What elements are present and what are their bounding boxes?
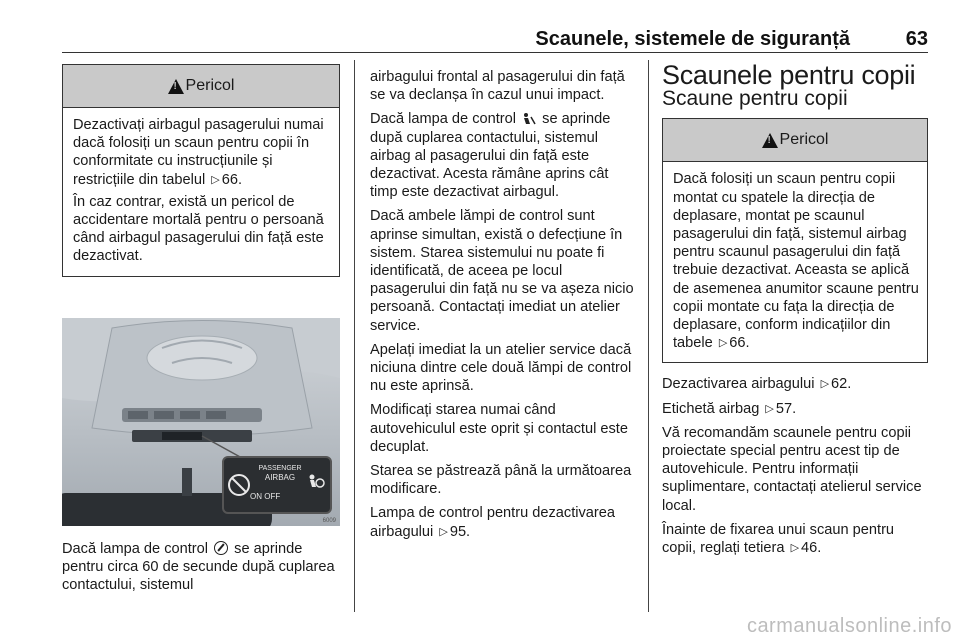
page-ref[interactable]: 46. (801, 540, 822, 557)
paragraph: Înainte de fixarea unui scaun pentru copii, reglați tetiera ▷ 46. (662, 521, 895, 557)
column-divider-2 (648, 60, 649, 612)
header-rule (62, 52, 928, 53)
page-ref[interactable]: 62. (831, 376, 852, 393)
airbag-indicator-photo (62, 318, 340, 526)
paragraph: Etichetă airbag ▷ 57. (662, 400, 797, 417)
photo-code: 6009 (322, 518, 336, 524)
paragraph: airbagului frontal al pasagerului din față se va declanșa în cazul unui impact. (370, 69, 625, 104)
page-ref[interactable]: 66. (221, 171, 243, 188)
paragraph: Starea se păstrează până la următoarea modificare. (370, 463, 632, 498)
paragraph: Dezactivarea airbagului ▷ 62. (662, 376, 852, 393)
airbag-status-callout (222, 456, 332, 514)
paragraph: Apelați imediat la un atelier service dacă niciuna dintre cele două lămpi de control nu este aprinsă. (370, 341, 632, 395)
page-ref-icon: ▷ (790, 542, 800, 555)
airbag-off-icon (226, 472, 252, 498)
warning-body (63, 108, 339, 276)
subsection-heading: Scaune pentru copii (662, 87, 848, 111)
warning-paragraph: În caz contrar, există un pericol de accidentare mortală pentru o persoană când airbagul pasagerului din față este dezactivat. (73, 193, 324, 265)
page-ref-icon: ▷ (211, 173, 220, 186)
watermark: carmanualsonline.info (746, 615, 952, 637)
page-ref-icon: ▷ (820, 378, 830, 391)
warning-title: Pericol (185, 76, 235, 94)
paragraph: Dacă ambele lămpi de control sunt aprinse simultan, există o defecțiune în sistem. Starea sistemului nu poate fi identificată, de aceea pe locul pasagerului din față nu se va așeza nicio persoană. Contactați imediat un atelier service. (370, 208, 634, 334)
running-title: Scaunele, sistemele de siguranță (535, 28, 850, 50)
warning-body (663, 162, 927, 362)
warning-box (62, 64, 340, 277)
page-ref-icon: ▷ (765, 402, 774, 415)
airbag-on-icon (214, 541, 228, 555)
passenger-airbag-label: PASSENGER AIRBAG (258, 465, 302, 482)
column-1-text (62, 540, 344, 601)
warning-paragraph (73, 116, 333, 189)
warning-icon (168, 79, 184, 94)
page-ref[interactable]: 57. (775, 400, 797, 417)
page-header (0, 0, 960, 50)
paragraph: Modificați starea numai când autovehiculul este oprit și contactul este decuplat. (370, 402, 628, 455)
column-2 (370, 68, 634, 547)
warning-icon (762, 133, 778, 148)
column-1 (62, 64, 340, 277)
warning-header (663, 119, 927, 162)
page-ref[interactable]: 95. (449, 523, 471, 540)
page-ref-icon: ▷ (439, 525, 448, 538)
paragraph: Dacă lampa de control se aprinde după cuplarea contactului, sistemul airbag al pasagerului din față este dezactivat. Acesta rămâne aprins cât timp este dezactivat airbagul. (370, 111, 611, 201)
airbag-person-icon (306, 472, 326, 492)
warning-title: Pericol (779, 131, 829, 149)
warning-header (63, 65, 339, 108)
section-heading: Scaunele pentru copii (662, 60, 916, 90)
page-ref[interactable]: 66. (729, 335, 750, 352)
paragraph: Vă recomandăm scaunele pentru copii proiectate special pentru acest tip de autovehicule. Pentru informații suplimentare, contactați atelierul service local. (662, 424, 922, 514)
warning-paragraph: Dacă folosiți un scaun pentru copii montat cu spatele la direcția de deplasare, montat pe scaunul pasagerului din față, sistemul airbag pentru scaunul pasagerului din față trebuie dezactivat. Aceasta se aplică de asemenea anumitor scaune pentru copii montate cu fața la direcția de deplasare, conform indicațiilor din tabele ▷ 66. (673, 171, 919, 352)
page-ref-icon: ▷ (718, 337, 728, 350)
column-3 (662, 60, 928, 563)
page-number: 63 (905, 28, 928, 50)
column-divider-1 (354, 60, 355, 612)
warning-text: Dezactivați airbagul pasagerului numai dacă folosiți un scaun pentru copii în conformitate cu instrucțiunile și restricțiile din tabelul (73, 117, 324, 188)
on-off-label: ON OFF (250, 492, 281, 501)
paragraph: Lampa de control pentru dezactivarea airbagului ▷ 95. (370, 505, 616, 540)
airbag-off-indicator-icon (522, 112, 536, 126)
warning-box (662, 118, 928, 363)
paragraph: Dacă lampa de control se aprinde pentru circa 60 de secunde după cuplarea contactului, sistemul (62, 541, 335, 594)
